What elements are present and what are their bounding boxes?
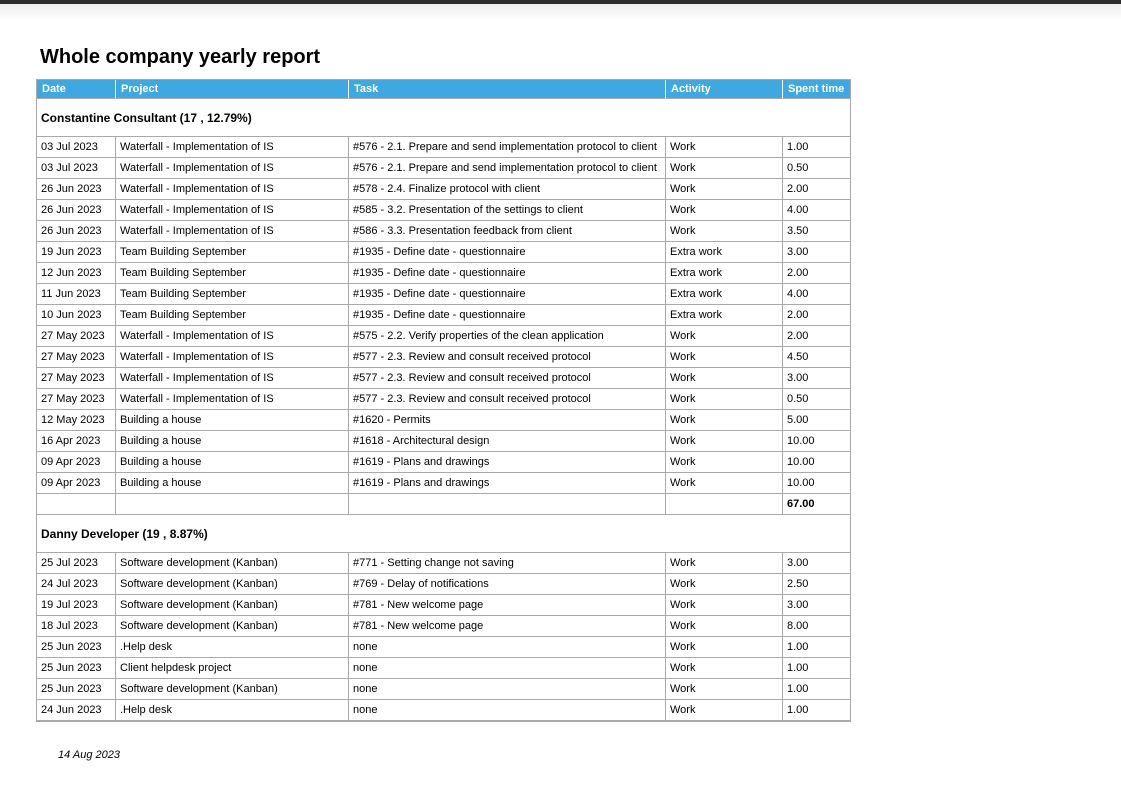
table-row (37, 347, 850, 368)
cell-date: 09 Apr 2023 (37, 452, 116, 473)
cell-project: Waterfall - Implementation of IS (116, 179, 349, 200)
cell-task: none (349, 700, 666, 721)
cell-task: #1619 - Plans and drawings (349, 473, 666, 494)
cell-project: Waterfall - Implementation of IS (116, 347, 349, 368)
cell-activity: Work (666, 616, 783, 637)
cell-task: #575 - 2.2. Verify properties of the clean application (349, 326, 666, 347)
cell-spent-time: 3.50 (783, 221, 850, 242)
cell-activity: Work (666, 658, 783, 679)
table-row (37, 263, 850, 284)
cell-project: Building a house (116, 452, 349, 473)
cell-project: Client helpdesk project (116, 658, 349, 679)
report-table-head (37, 80, 850, 99)
table-row (37, 410, 850, 431)
column-header-spent-time: Spent time (783, 80, 850, 99)
cell-spent-time: 10.00 (783, 473, 850, 494)
cell-activity: Extra work (666, 263, 783, 284)
cell-task: #1935 - Define date - questionnaire (349, 242, 666, 263)
column-header-task: Task (349, 80, 666, 99)
table-row (37, 368, 850, 389)
cell-project: Software development (Kanban) (116, 616, 349, 637)
cell-date: 12 May 2023 (37, 410, 116, 431)
cell-task: #1935 - Define date - questionnaire (349, 263, 666, 284)
cell-project: Building a house (116, 473, 349, 494)
total-empty-cell (116, 494, 349, 515)
cell-activity: Extra work (666, 284, 783, 305)
cell-task: #586 - 3.3. Presentation feedback from client (349, 221, 666, 242)
cell-date: 25 Jun 2023 (37, 679, 116, 700)
cell-project: Software development (Kanban) (116, 595, 349, 616)
cell-activity: Work (666, 431, 783, 452)
cell-project: Team Building September (116, 305, 349, 326)
cell-spent-time: 0.50 (783, 389, 850, 410)
cell-task: #578 - 2.4. Finalize protocol with client (349, 179, 666, 200)
report-table-body (37, 99, 850, 721)
cell-activity: Work (666, 700, 783, 721)
cell-spent-time: 4.50 (783, 347, 850, 368)
cell-spent-time: 2.00 (783, 326, 850, 347)
cell-date: 03 Jul 2023 (37, 137, 116, 158)
cell-activity: Work (666, 368, 783, 389)
cell-activity: Work (666, 553, 783, 574)
cell-spent-time: 1.00 (783, 637, 850, 658)
cell-task: #769 - Delay of notifications (349, 574, 666, 595)
cell-spent-time: 2.00 (783, 305, 850, 326)
cell-date: 26 Jun 2023 (37, 179, 116, 200)
cell-activity: Work (666, 637, 783, 658)
cell-activity: Work (666, 679, 783, 700)
table-row (37, 473, 850, 494)
cell-date: 19 Jul 2023 (37, 595, 116, 616)
cell-activity: Work (666, 137, 783, 158)
table-row (37, 700, 850, 721)
cell-activity: Work (666, 158, 783, 179)
cell-project: Waterfall - Implementation of IS (116, 221, 349, 242)
section-header-row (37, 515, 850, 553)
cell-activity: Work (666, 221, 783, 242)
cell-date: 25 Jul 2023 (37, 553, 116, 574)
table-row (37, 637, 850, 658)
cell-date: 25 Jun 2023 (37, 658, 116, 679)
section-total-value: 67.00 (783, 494, 850, 515)
cell-date: 18 Jul 2023 (37, 616, 116, 637)
cell-task: #781 - New welcome page (349, 595, 666, 616)
cell-date: 12 Jun 2023 (37, 263, 116, 284)
table-row (37, 574, 850, 595)
cell-spent-time: 2.50 (783, 574, 850, 595)
table-row (37, 137, 850, 158)
cell-activity: Work (666, 326, 783, 347)
table-row (37, 616, 850, 637)
table-row (37, 553, 850, 574)
table-row (37, 284, 850, 305)
spent-time-report-table (36, 79, 851, 722)
cell-spent-time: 10.00 (783, 431, 850, 452)
cell-project: .Help desk (116, 637, 349, 658)
cell-task: #585 - 3.2. Presentation of the settings to client (349, 200, 666, 221)
cell-spent-time: 8.00 (783, 616, 850, 637)
cell-date: 24 Jun 2023 (37, 700, 116, 721)
column-header-date: Date (37, 80, 116, 99)
column-header-activity: Activity (666, 80, 783, 99)
cell-spent-time: 1.00 (783, 679, 850, 700)
cell-project: Waterfall - Implementation of IS (116, 200, 349, 221)
cell-spent-time: 0.50 (783, 158, 850, 179)
cell-spent-time: 3.00 (783, 595, 850, 616)
cell-spent-time: 1.00 (783, 658, 850, 679)
cell-task: #1618 - Architectural design (349, 431, 666, 452)
cell-project: Waterfall - Implementation of IS (116, 326, 349, 347)
cell-date: 27 May 2023 (37, 347, 116, 368)
table-row (37, 431, 850, 452)
table-row (37, 200, 850, 221)
section-header-row (37, 99, 850, 137)
cell-spent-time: 3.00 (783, 368, 850, 389)
table-row (37, 452, 850, 473)
section-header-label: Constantine Consultant (17 , 12.79%) (37, 99, 850, 137)
cell-activity: Work (666, 595, 783, 616)
cell-task: #577 - 2.3. Review and consult received protocol (349, 389, 666, 410)
cell-project: Waterfall - Implementation of IS (116, 368, 349, 389)
section-header-label: Danny Developer (19 , 8.87%) (37, 515, 850, 553)
cell-date: 24 Jul 2023 (37, 574, 116, 595)
cell-task: #771 - Setting change not saving (349, 553, 666, 574)
cell-date: 19 Jun 2023 (37, 242, 116, 263)
table-row (37, 242, 850, 263)
cell-project: Team Building September (116, 263, 349, 284)
cell-activity: Extra work (666, 305, 783, 326)
cell-project: Waterfall - Implementation of IS (116, 158, 349, 179)
cell-spent-time: 2.00 (783, 263, 850, 284)
table-row (37, 658, 850, 679)
column-header-row (37, 80, 850, 99)
table-row (37, 221, 850, 242)
cell-task: none (349, 679, 666, 700)
table-row (37, 595, 850, 616)
cell-project: Building a house (116, 410, 349, 431)
cell-project: Waterfall - Implementation of IS (116, 137, 349, 158)
cell-spent-time: 1.00 (783, 700, 850, 721)
cell-activity: Extra work (666, 242, 783, 263)
cell-activity: Work (666, 389, 783, 410)
cell-date: 26 Jun 2023 (37, 200, 116, 221)
cell-spent-time: 3.00 (783, 242, 850, 263)
cell-spent-time: 10.00 (783, 452, 850, 473)
report-page (36, 46, 849, 761)
cell-spent-time: 3.00 (783, 553, 850, 574)
cell-task: #1935 - Define date - questionnaire (349, 284, 666, 305)
cell-task: none (349, 658, 666, 679)
cell-activity: Work (666, 200, 783, 221)
table-row (37, 679, 850, 700)
total-empty-cell (349, 494, 666, 515)
report-date: 14 Aug 2023 (58, 749, 120, 761)
table-row (37, 158, 850, 179)
cell-date: 26 Jun 2023 (37, 221, 116, 242)
cell-project: .Help desk (116, 700, 349, 721)
cell-date: 10 Jun 2023 (37, 305, 116, 326)
cell-task: #1620 - Permits (349, 410, 666, 431)
window-top-shadow (0, 4, 1121, 20)
cell-activity: Work (666, 347, 783, 368)
cell-date: 03 Jul 2023 (37, 158, 116, 179)
cell-spent-time: 4.00 (783, 284, 850, 305)
cell-task: #1619 - Plans and drawings (349, 452, 666, 473)
cell-project: Waterfall - Implementation of IS (116, 389, 349, 410)
cell-date: 16 Apr 2023 (37, 431, 116, 452)
cell-project: Building a house (116, 431, 349, 452)
table-row (37, 305, 850, 326)
table-row (37, 179, 850, 200)
cell-spent-time: 5.00 (783, 410, 850, 431)
cell-task: #576 - 2.1. Prepare and send implementation protocol to client (349, 137, 666, 158)
cell-project: Team Building September (116, 284, 349, 305)
cell-spent-time: 1.00 (783, 137, 850, 158)
cell-project: Software development (Kanban) (116, 679, 349, 700)
cell-task: #577 - 2.3. Review and consult received protocol (349, 347, 666, 368)
cell-date: 25 Jun 2023 (37, 637, 116, 658)
cell-task: #576 - 2.1. Prepare and send implementation protocol to client (349, 158, 666, 179)
cell-date: 27 May 2023 (37, 389, 116, 410)
table-row (37, 389, 850, 410)
cell-spent-time: 4.00 (783, 200, 850, 221)
section-total-row (37, 494, 850, 515)
cell-date: 27 May 2023 (37, 368, 116, 389)
cell-spent-time: 2.00 (783, 179, 850, 200)
total-empty-cell (666, 494, 783, 515)
report-title: Whole company yearly report (40, 46, 321, 68)
cell-activity: Work (666, 410, 783, 431)
total-empty-cell (37, 494, 116, 515)
cell-task: #1935 - Define date - questionnaire (349, 305, 666, 326)
cell-task: #577 - 2.3. Review and consult received protocol (349, 368, 666, 389)
cell-date: 27 May 2023 (37, 326, 116, 347)
cell-activity: Work (666, 179, 783, 200)
cell-project: Team Building September (116, 242, 349, 263)
table-row (37, 326, 850, 347)
column-header-project: Project (116, 80, 349, 99)
cell-date: 09 Apr 2023 (37, 473, 116, 494)
cell-project: Software development (Kanban) (116, 574, 349, 595)
cell-activity: Work (666, 452, 783, 473)
cell-task: #781 - New welcome page (349, 616, 666, 637)
cell-activity: Work (666, 574, 783, 595)
cell-task: none (349, 637, 666, 658)
cell-activity: Work (666, 473, 783, 494)
cell-project: Software development (Kanban) (116, 553, 349, 574)
cell-date: 11 Jun 2023 (37, 284, 116, 305)
